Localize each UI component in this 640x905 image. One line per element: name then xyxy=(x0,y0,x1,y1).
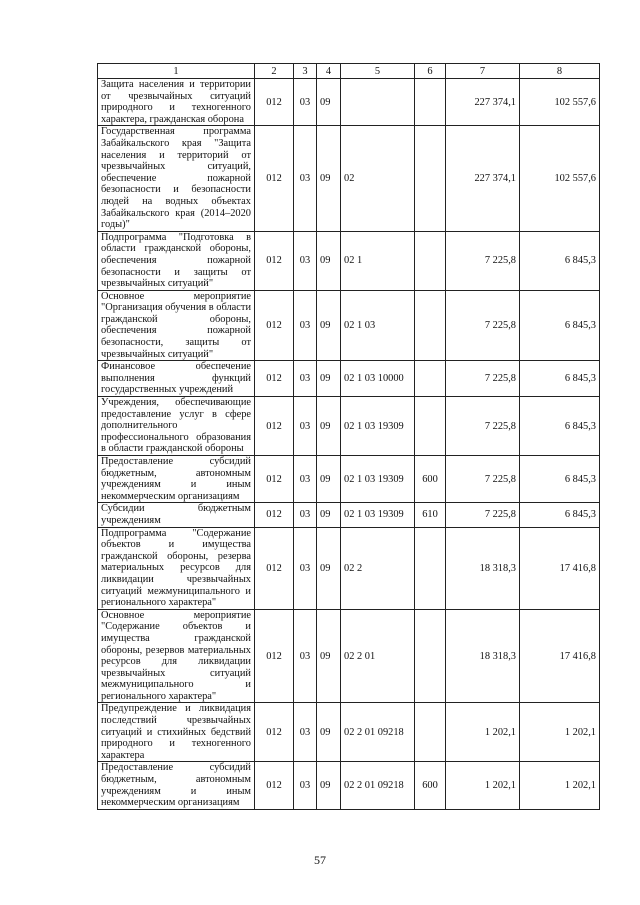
cell-admin-code: 012 xyxy=(255,361,294,397)
cell-target-article: 02 2 01 09218 xyxy=(341,762,415,809)
cell-amount-year1: 7 225,8 xyxy=(446,397,520,456)
cell-amount-year2: 17 416,8 xyxy=(520,527,600,609)
cell-expense-type xyxy=(415,290,446,361)
cell-amount-year1: 227 374,1 xyxy=(446,126,520,231)
cell-amount-year2: 6 845,3 xyxy=(520,231,600,290)
column-header: 1 xyxy=(98,64,255,79)
cell-target-article: 02 1 03 10000 xyxy=(341,361,415,397)
cell-subsection: 09 xyxy=(317,397,341,456)
cell-subsection: 09 xyxy=(317,762,341,809)
cell-subsection: 09 xyxy=(317,126,341,231)
cell-target-article: 02 1 03 xyxy=(341,290,415,361)
page-number: 57 xyxy=(314,853,326,867)
cell-subsection: 09 xyxy=(317,527,341,609)
row-description: Подпрограмма "Содержание объектов и имущества гражданской обороны, резерва материальных ресурсов для ликвидации чрезвычайных ситуаций межмуниципального и регионального характера" xyxy=(98,527,255,609)
cell-amount-year1: 7 225,8 xyxy=(446,361,520,397)
cell-amount-year2: 6 845,3 xyxy=(520,503,600,527)
column-header: 2 xyxy=(255,64,294,79)
cell-amount-year2: 1 202,1 xyxy=(520,762,600,809)
cell-amount-year2: 102 557,6 xyxy=(520,126,600,231)
cell-section: 03 xyxy=(294,527,317,609)
cell-subsection: 09 xyxy=(317,231,341,290)
cell-subsection: 09 xyxy=(317,361,341,397)
table-row xyxy=(98,456,600,503)
cell-subsection: 09 xyxy=(317,456,341,503)
cell-section: 03 xyxy=(294,703,317,762)
cell-target-article: 02 xyxy=(341,126,415,231)
row-description: Основное мероприятие "Организация обучения в области гражданской обороны, обеспечения пожарной безопасности, защиты от чрезвычайных ситуаций" xyxy=(98,290,255,361)
table-row xyxy=(98,361,600,397)
cell-subsection: 09 xyxy=(317,503,341,527)
cell-amount-year2: 17 416,8 xyxy=(520,609,600,703)
cell-target-article: 02 1 03 19309 xyxy=(341,397,415,456)
cell-admin-code: 012 xyxy=(255,290,294,361)
cell-amount-year1: 7 225,8 xyxy=(446,290,520,361)
column-header: 5 xyxy=(341,64,415,79)
cell-section: 03 xyxy=(294,456,317,503)
cell-admin-code: 012 xyxy=(255,397,294,456)
table-row xyxy=(98,397,600,456)
row-description: Предоставление субсидий бюджетным, автономным учреждениям и иным некоммерческим организациям xyxy=(98,456,255,503)
column-header: 4 xyxy=(317,64,341,79)
row-description: Защита населения и территории от чрезвычайных ситуаций природного и техногенного характера, гражданская оборона xyxy=(98,79,255,126)
cell-amount-year1: 18 318,3 xyxy=(446,527,520,609)
cell-section: 03 xyxy=(294,79,317,126)
cell-admin-code: 012 xyxy=(255,231,294,290)
table-row xyxy=(98,609,600,703)
cell-amount-year2: 6 845,3 xyxy=(520,397,600,456)
cell-expense-type xyxy=(415,703,446,762)
cell-amount-year1: 7 225,8 xyxy=(446,231,520,290)
cell-admin-code: 012 xyxy=(255,609,294,703)
cell-target-article: 02 2 xyxy=(341,527,415,609)
cell-amount-year1: 7 225,8 xyxy=(446,456,520,503)
cell-amount-year1: 1 202,1 xyxy=(446,703,520,762)
cell-subsection: 09 xyxy=(317,703,341,762)
cell-target-article: 02 1 03 19309 xyxy=(341,456,415,503)
table-row xyxy=(98,231,600,290)
cell-admin-code: 012 xyxy=(255,503,294,527)
cell-section: 03 xyxy=(294,762,317,809)
cell-section: 03 xyxy=(294,609,317,703)
row-description: Подпрограмма "Подготовка в области гражданской обороны, обеспечения пожарной безопасности и защиты от чрезвычайных ситуаций" xyxy=(98,231,255,290)
cell-amount-year2: 6 845,3 xyxy=(520,456,600,503)
cell-expense-type xyxy=(415,126,446,231)
row-description: Государственная программа Забайкальского края "Защита населения и территорий от чрезвычайных ситуаций, обеспечение пожарной безопасности и безопасности людей на водных объектах Забайкальского края (2014–2020 годы)" xyxy=(98,126,255,231)
cell-section: 03 xyxy=(294,503,317,527)
cell-amount-year1: 227 374,1 xyxy=(446,79,520,126)
table-row xyxy=(98,762,600,809)
column-header: 8 xyxy=(520,64,600,79)
cell-expense-type xyxy=(415,361,446,397)
column-header: 3 xyxy=(294,64,317,79)
cell-amount-year2: 6 845,3 xyxy=(520,290,600,361)
row-description: Предоставление субсидий бюджетным, автономным учреждениям и иным некоммерческим организациям xyxy=(98,762,255,809)
cell-amount-year1: 7 225,8 xyxy=(446,503,520,527)
cell-amount-year1: 1 202,1 xyxy=(446,762,520,809)
table-row xyxy=(98,503,600,527)
cell-expense-type xyxy=(415,231,446,290)
cell-target-article: 02 2 01 xyxy=(341,609,415,703)
table-row xyxy=(98,527,600,609)
cell-target-article: 02 2 01 09218 xyxy=(341,703,415,762)
cell-admin-code: 012 xyxy=(255,762,294,809)
cell-admin-code: 012 xyxy=(255,703,294,762)
table-row xyxy=(98,703,600,762)
row-description: Финансовое обеспечение выполнения функций государственных учреждений xyxy=(98,361,255,397)
cell-target-article: 02 1 xyxy=(341,231,415,290)
cell-expense-type xyxy=(415,527,446,609)
cell-amount-year2: 102 557,6 xyxy=(520,79,600,126)
cell-amount-year2: 6 845,3 xyxy=(520,361,600,397)
cell-subsection: 09 xyxy=(317,609,341,703)
row-description: Предупреждение и ликвидация последствий чрезвычайных ситуаций и стихийных бедствий природного и техногенного характера xyxy=(98,703,255,762)
cell-section: 03 xyxy=(294,361,317,397)
cell-section: 03 xyxy=(294,397,317,456)
table-row xyxy=(98,290,600,361)
cell-expense-type: 600 xyxy=(415,456,446,503)
header-row xyxy=(98,64,600,79)
cell-subsection: 09 xyxy=(317,290,341,361)
cell-target-article: 02 1 03 19309 xyxy=(341,503,415,527)
cell-target-article xyxy=(341,79,415,126)
cell-admin-code: 012 xyxy=(255,456,294,503)
row-description: Субсидии бюджетным учреждениям xyxy=(98,503,255,527)
cell-expense-type: 600 xyxy=(415,762,446,809)
cell-admin-code: 012 xyxy=(255,126,294,231)
column-header: 6 xyxy=(415,64,446,79)
budget-table xyxy=(97,63,600,810)
cell-expense-type xyxy=(415,397,446,456)
cell-admin-code: 012 xyxy=(255,527,294,609)
table-row xyxy=(98,126,600,231)
cell-expense-type: 610 xyxy=(415,503,446,527)
cell-section: 03 xyxy=(294,126,317,231)
cell-subsection: 09 xyxy=(317,79,341,126)
cell-expense-type xyxy=(415,79,446,126)
cell-expense-type xyxy=(415,609,446,703)
cell-section: 03 xyxy=(294,290,317,361)
row-description: Основное мероприятие "Содержание объектов и имущества гражданской обороны, резервов материальных ресурсов для ликвидации чрезвычайных ситуаций межмуниципального и регионального характера" xyxy=(98,609,255,703)
column-header: 7 xyxy=(446,64,520,79)
cell-amount-year2: 1 202,1 xyxy=(520,703,600,762)
cell-section: 03 xyxy=(294,231,317,290)
table-row xyxy=(98,79,600,126)
cell-amount-year1: 18 318,3 xyxy=(446,609,520,703)
row-description: Учреждения, обеспечивающие предоставление услуг в сфере дополнительного профессионального образования в области гражданской обороны xyxy=(98,397,255,456)
cell-admin-code: 012 xyxy=(255,79,294,126)
